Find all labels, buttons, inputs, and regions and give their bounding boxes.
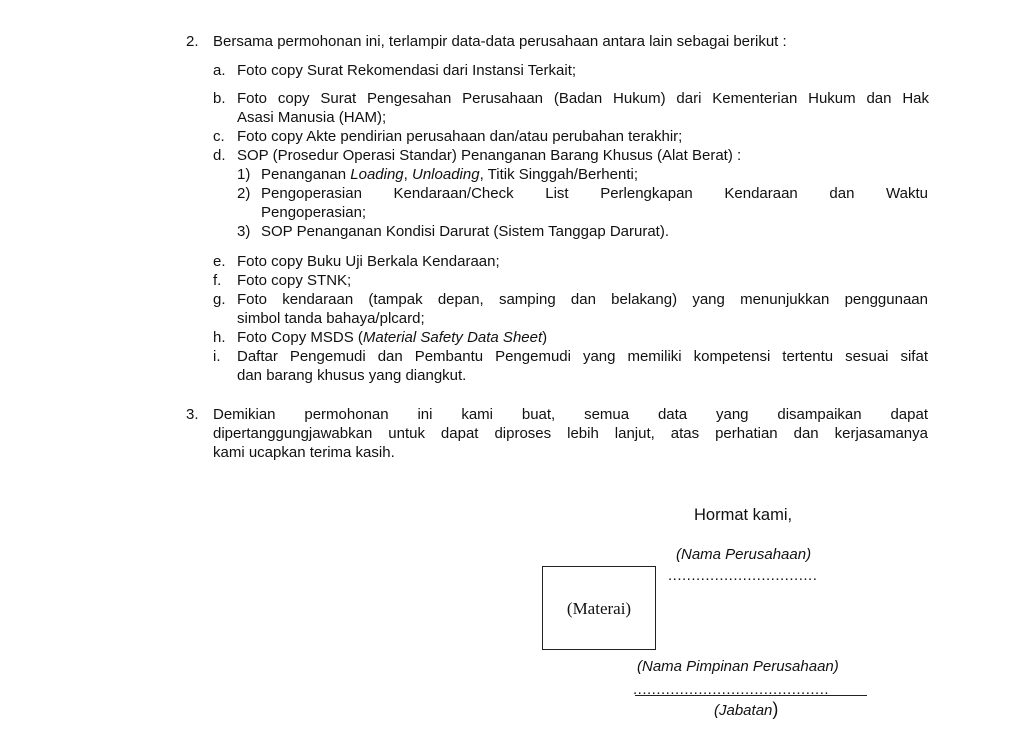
item-2d-text: SOP (Prosedur Operasi Standar) Penanganan Barang Khusus (Alat Berat) : bbox=[237, 147, 742, 164]
item-2d2-label: 2) bbox=[237, 185, 251, 202]
item-2h-label: h. bbox=[213, 329, 226, 346]
item-2i-line2: dan barang khusus yang diangkut. bbox=[237, 367, 467, 384]
item-2i-line1: Daftar Pengemudi dan Pembantu Pengemudi yang memiliki kompetensi tertentu sesuai sifat bbox=[237, 348, 928, 365]
item-2d2-line2: Pengoperasian; bbox=[261, 204, 367, 221]
item-3-line2: dipertanggungjawabkan untuk dapat diproses lebih lanjut, atas perhatian dan kerjasamanya bbox=[213, 425, 928, 442]
item-2c-text: Foto copy Akte pendirian perusahaan dan/atau perubahan terakhir; bbox=[237, 128, 683, 145]
materai-stamp-box bbox=[542, 566, 656, 650]
item-2b-line2: Asasi Manusia (HAM); bbox=[237, 109, 387, 126]
materai-label: (Materai) bbox=[566, 598, 632, 618]
item-2h-text: Foto Copy MSDS (Material Safety Data Sheet) bbox=[237, 329, 548, 346]
item-3-number: 3. bbox=[186, 406, 199, 423]
item-2f-text: Foto copy STNK; bbox=[237, 272, 352, 289]
item-2g-line1: Foto kendaraan (tampak depan, samping dan belakang) yang menunjukkan penggunaan bbox=[237, 291, 928, 308]
item-2f-label: f. bbox=[213, 272, 222, 289]
item-2c-label: c. bbox=[213, 128, 225, 145]
item-2a-label: a. bbox=[213, 62, 226, 79]
company-signature-dots: ................................ bbox=[668, 567, 818, 584]
leader-signature-dots: .......................................... bbox=[633, 681, 830, 698]
item-2e-text: Foto copy Buku Uji Berkala Kendaraan; bbox=[237, 253, 500, 270]
position-placeholder: (Jabatan) bbox=[714, 699, 779, 719]
item-3-line1: Demikian permohonan ini kami buat, semua data yang disampaikan dapat bbox=[213, 406, 928, 423]
item-2a-text: Foto copy Surat Rekomendasi dari Instansi Terkait; bbox=[237, 62, 577, 79]
item-2d3-label: 3) bbox=[237, 223, 251, 240]
item-2e-label: e. bbox=[213, 253, 226, 270]
item-2-text: Bersama permohonan ini, terlampir data-data perusahaan antara lain sebagai berikut : bbox=[213, 33, 787, 50]
item-2d1-text: Penanganan Loading, Unloading, Titik Singgah/Berhenti; bbox=[261, 166, 638, 183]
item-2g-label: g. bbox=[213, 291, 226, 308]
item-2b-label: b. bbox=[213, 90, 226, 107]
item-2d2-line1: Pengoperasian Kendaraan/Check List Perlengkapan Kendaraan dan Waktu bbox=[261, 185, 928, 202]
company-name-placeholder: (Nama Perusahaan) bbox=[676, 546, 812, 563]
item-3-line3: kami ucapkan terima kasih. bbox=[213, 444, 395, 461]
item-2i-label: i. bbox=[213, 348, 221, 365]
item-2b-line1: Foto copy Surat Pengesahan Perusahaan (Badan Hukum) dari Kementerian Hukum dan Hak bbox=[237, 90, 929, 107]
closing-greeting: Hormat kami, bbox=[694, 506, 793, 524]
item-2g-line2: simbol tanda bahaya/plcard; bbox=[237, 310, 425, 327]
leader-name-placeholder: (Nama Pimpinan Perusahaan) bbox=[637, 658, 839, 675]
item-2-number: 2. bbox=[186, 33, 199, 50]
item-2d1-label: 1) bbox=[237, 166, 251, 183]
item-2d-label: d. bbox=[213, 147, 226, 164]
item-2d3-text: SOP Penanganan Kondisi Darurat (Sistem Tanggap Darurat). bbox=[261, 223, 670, 240]
signature-underline bbox=[635, 695, 867, 696]
